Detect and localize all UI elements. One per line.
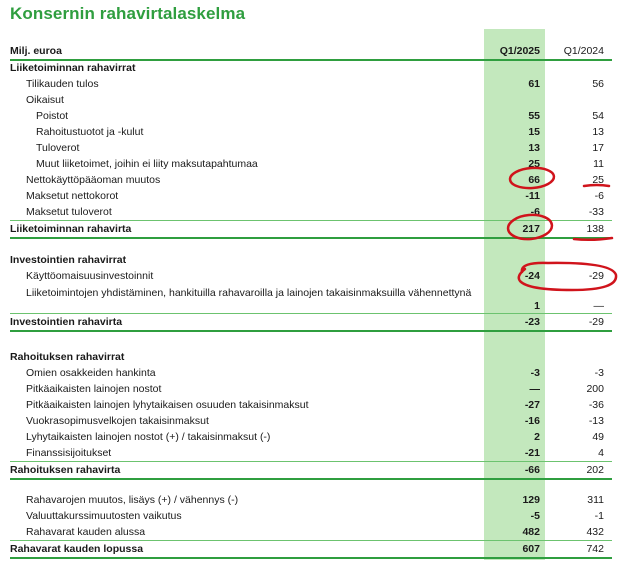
value-q1-2025: -66 (524, 464, 540, 476)
value-q1-2025: 607 (522, 543, 540, 555)
row-label: Omien osakkeiden hankinta (26, 367, 156, 379)
value-q1-2024: -29 (588, 316, 604, 328)
section-heading-label: Investointien rahavirrat (10, 254, 127, 266)
row-label: Nettokäyttöpääoman muutos (26, 174, 161, 186)
row-divider (10, 540, 612, 541)
header-unit-label: Milj. euroa (10, 45, 62, 57)
row-label: Rahoitustuotot ja -kulut (36, 126, 144, 138)
value-q1-2025: -11 (525, 190, 540, 202)
page-title: Konsernin rahavirtalaskelma (10, 4, 246, 23)
value-q1-2025: 217 (522, 223, 540, 235)
value-q1-2024: 56 (592, 78, 604, 90)
value-q1-2024: 4 (598, 447, 604, 459)
value-q1-2024: 54 (592, 110, 604, 122)
total-divider (10, 330, 612, 332)
row-label: Finanssisijoitukset (26, 447, 112, 459)
header-col-q1-2024: Q1/2024 (563, 45, 604, 57)
row-label: Maksetut nettokorot (26, 190, 119, 202)
header-divider (10, 59, 612, 61)
value-q1-2025: 1 (534, 300, 540, 312)
row-label: Liiketoimintojen yhdistäminen, hankituilla rahavaroilla ja lainojen takaisinmaksuilla vähennettynä (26, 287, 472, 299)
row-label: Rahoituksen rahavirta (10, 464, 121, 476)
value-q1-2024: -3 (594, 367, 604, 379)
value-q1-2024: 138 (586, 223, 604, 235)
value-q1-2025: — (529, 383, 540, 395)
row-label: Rahavarat kauden lopussa (10, 543, 144, 555)
value-q1-2024: 432 (586, 526, 604, 538)
value-q1-2025: -16 (524, 415, 540, 427)
value-q1-2025: -6 (530, 206, 540, 218)
value-q1-2024: 13 (592, 126, 604, 138)
value-q1-2025: -5 (530, 510, 540, 522)
header-col-q1-2025: Q1/2025 (499, 45, 540, 57)
value-q1-2024: 49 (592, 431, 604, 443)
value-q1-2024: -33 (588, 206, 604, 218)
value-q1-2025: 482 (522, 526, 540, 538)
value-q1-2025: 61 (528, 78, 540, 90)
table-row (10, 287, 612, 313)
section-heading-label: Liiketoiminnan rahavirrat (10, 62, 136, 74)
row-divider (10, 313, 612, 314)
row-label: Lyhytaikaisten lainojen nostot (+) / takaisinmaksut (-) (26, 431, 271, 443)
value-q1-2024: 200 (586, 383, 604, 395)
row-label: Muut liiketoimet, joihin ei liity maksutapahtumaa (36, 158, 258, 170)
row-label: Pitkäaikaisten lainojen lyhytaikaisen osuuden takaisinmaksut (26, 399, 309, 411)
value-q1-2024: 25 (592, 174, 604, 186)
value-q1-2024: 17 (592, 142, 604, 154)
row-label: Rahavarojen muutos, lisäys (+) / vähennys (-) (26, 494, 239, 506)
row-label: Tilikauden tulos (26, 78, 99, 90)
value-q1-2025: -24 (524, 270, 540, 282)
row-label: Investointien rahavirta (10, 316, 123, 328)
row-label: Rahavarat kauden alussa (26, 526, 146, 538)
value-q1-2025: 2 (534, 431, 540, 443)
value-q1-2024: 202 (586, 464, 604, 476)
row-label: Vuokrasopimusvelkojen takaisinmaksut (26, 415, 209, 427)
value-q1-2025: 129 (522, 494, 540, 506)
value-q1-2024: -13 (588, 415, 604, 427)
value-q1-2025: 55 (528, 110, 540, 122)
row-label: Käyttöomaisuusinvestoinnit (26, 270, 154, 282)
total-divider (10, 557, 612, 559)
value-q1-2024: 11 (593, 158, 604, 170)
row-label: Valuuttakurssimuutosten vaikutus (26, 510, 182, 522)
value-q1-2024: -1 (594, 510, 604, 522)
value-q1-2024: 742 (586, 543, 604, 555)
value-q1-2025: -3 (530, 367, 540, 379)
section-heading-label: Rahoituksen rahavirrat (10, 351, 125, 363)
total-divider (10, 237, 612, 239)
value-q1-2024: -36 (588, 399, 604, 411)
value-q1-2025: 66 (528, 174, 540, 186)
row-label: Maksetut tuloverot (26, 206, 112, 218)
value-q1-2024: — (593, 300, 604, 312)
value-q1-2025: -21 (524, 447, 540, 459)
value-q1-2024: -6 (594, 190, 604, 202)
row-divider (10, 220, 612, 221)
row-label: Pitkäaikaisten lainojen nostot (26, 383, 162, 395)
value-q1-2025: 25 (528, 158, 540, 170)
row-label: Poistot (36, 110, 69, 122)
total-divider (10, 478, 612, 480)
row-label: Oikaisut (26, 94, 64, 106)
value-q1-2025: 13 (528, 142, 540, 154)
value-q1-2025: 15 (528, 126, 540, 138)
value-q1-2025: -27 (524, 399, 540, 411)
row-divider (10, 461, 612, 462)
value-q1-2024: 311 (587, 494, 604, 506)
row-label: Tuloverot (36, 142, 80, 154)
value-q1-2025: -23 (524, 316, 540, 328)
value-q1-2024: -29 (588, 270, 604, 282)
row-label: Liiketoiminnan rahavirta (10, 223, 132, 235)
